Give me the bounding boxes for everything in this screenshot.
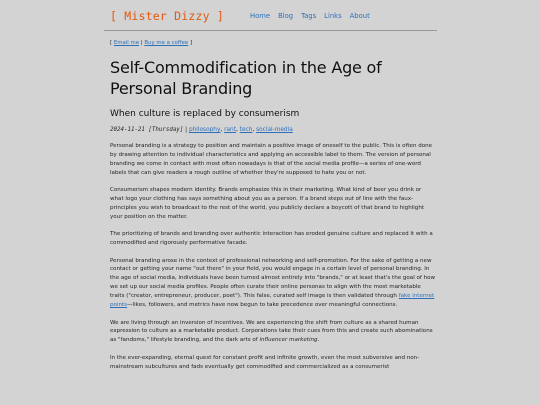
paragraph-5-text-a: We are living through an inversion of incentives. We are experiencing the shift from culture as a shared human expression to culture as a marketable product. Corporations take their cues from this and create such abominations as "fandoms," lifestyle branding, and the dark arts of bbox=[110, 319, 433, 344]
coffee-link[interactable]: Buy me a coffee bbox=[144, 40, 189, 46]
paragraph-4 bbox=[110, 257, 436, 310]
nav-tags[interactable]: Tags bbox=[301, 12, 317, 20]
paragraph-5-text-b: . bbox=[317, 337, 320, 344]
tag-separator: , bbox=[236, 127, 240, 133]
site-header bbox=[104, 0, 437, 31]
paragraph-4-text-a: Personal branding arose in the context of professional networking and self-promotion. For the sake of getting a new contact or getting your name "out there" in your field, you would engage in a certain level of personal branding. In the age of social media, individuals have been turned almost entirely into "brands," or at least that's the goal of how we set up our social media profiles. People often curate their online personas to align with the most marketable traits ("creator, entrepreneur, producer, poet"). This false, curated self image is then validated through bbox=[110, 257, 436, 300]
post-date: 2024-11-21 [Thursday] bbox=[110, 127, 184, 133]
nav-home[interactable]: Home bbox=[250, 12, 271, 20]
tag-social-media[interactable]: social-media bbox=[256, 127, 293, 133]
nav-blog[interactable]: Blog bbox=[278, 12, 294, 20]
site-title[interactable]: [ Mister Dizzy ] bbox=[110, 9, 224, 23]
main-nav bbox=[250, 12, 370, 20]
paragraph-6: In the ever-expanding, eternal quest for constant profit and infinite growth, even the most subversive and non-mainstream subcultures and fads eventually get commodified and commercialized as a consumerist bbox=[110, 354, 420, 370]
tag-rant[interactable]: rant bbox=[224, 127, 236, 133]
paragraph-3: The prioritizing of brands and branding over authentic interaction has eroded genuine culture and replaced it with a commodified and rigorously performative facade. bbox=[110, 231, 433, 247]
separator: | bbox=[139, 40, 145, 46]
nav-links[interactable]: Links bbox=[324, 12, 342, 20]
paragraph-5-emphasis: influencer marketing bbox=[259, 337, 318, 344]
contact-links bbox=[110, 40, 436, 46]
post-title: Self-Commodification in the Age of Personal Branding bbox=[110, 58, 382, 98]
paragraph-4-text-b: —likes, followers, and metrics have now begun to take precedence over meaningful connections. bbox=[127, 302, 398, 309]
post-subtitle: When culture is replaced by consumerism bbox=[110, 109, 300, 119]
post-meta bbox=[110, 127, 436, 133]
bracket-open: [ bbox=[110, 40, 114, 46]
nav-about[interactable]: About bbox=[349, 12, 370, 20]
fake-internet-points-link[interactable]: fake internet points bbox=[110, 293, 435, 309]
tag-separator: , bbox=[252, 127, 257, 133]
post-body bbox=[110, 142, 436, 372]
paragraph-1: Personal branding is a strategy to position and maintain a positive image of oneself to the public. This is often done by drawing attention to individual characteristics and applying an accessible label to them. The version of personal branding we come in contact with most often nowadays is that of the social media profile—a series of one-word labels that can give readers a rough outline of whether they're supposed to hate you or not. bbox=[110, 143, 433, 176]
tag-separator: , bbox=[220, 127, 225, 133]
tag-tech[interactable]: tech bbox=[239, 127, 253, 133]
post-content bbox=[110, 40, 436, 380]
email-link[interactable]: Email me bbox=[113, 40, 140, 46]
tag-philosophy[interactable]: philosophy bbox=[188, 127, 221, 133]
meta-separator: | bbox=[183, 127, 189, 133]
bracket-close: ] bbox=[188, 40, 193, 46]
paragraph-2: Consumerism shapes modern identity. Brands emphasize this in their marketing. What kind of beer you drink or what logo your clothing has says something about you as a person. If a brand steps out of line with the faux-principles you wish to broadcast to the rest of the world, you publicly declare a boycott of that brand to highlight your position on the matter. bbox=[110, 187, 425, 220]
paragraph-5 bbox=[110, 319, 436, 346]
